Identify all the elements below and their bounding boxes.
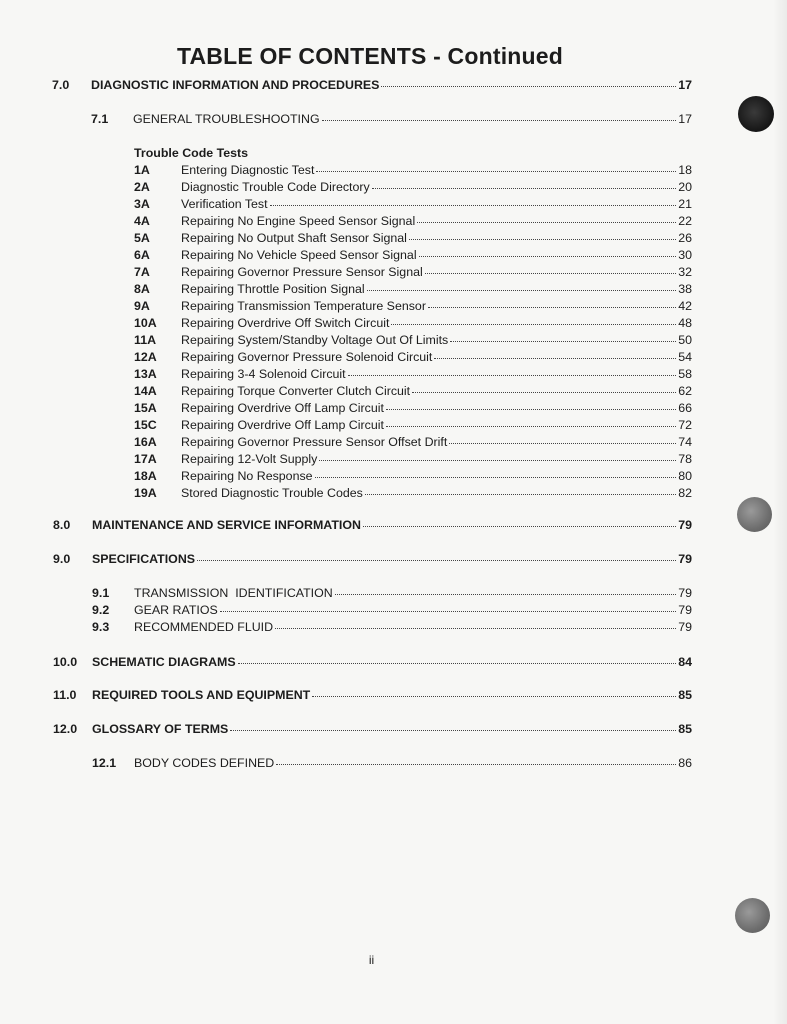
page-ref: 38 [678, 282, 692, 296]
code-number: 16A [134, 435, 157, 449]
section-number: 12.1 [92, 756, 117, 770]
dot-leader [450, 331, 676, 342]
code-title: Repairing No Vehicle Speed Sensor Signal [181, 248, 417, 262]
dot-leader [230, 720, 676, 731]
page-ref: 74 [678, 435, 692, 449]
page-ref: 85 [678, 722, 692, 736]
code-title: Verification Test [181, 197, 268, 211]
dot-leader [409, 229, 676, 240]
section-number: 12.0 [53, 722, 78, 736]
punch-hole-bottom [735, 898, 770, 933]
section-number: 8.0 [53, 518, 71, 532]
code-number: 8A [134, 282, 150, 296]
page-ref: 58 [678, 367, 692, 381]
page-ref: 72 [678, 418, 692, 432]
page-ref: 85 [678, 688, 692, 702]
section-title: RECOMMENDED FLUID [134, 620, 274, 634]
section-title: GEAR RATIOS [134, 603, 218, 617]
toc-entry-7-1[interactable] [91, 112, 692, 126]
dot-leader [386, 399, 676, 410]
code-title: Repairing Governor Pressure Sensor Offset Drift [181, 435, 448, 449]
code-title: Repairing No Engine Speed Sensor Signal [181, 214, 416, 228]
page-edge-shadow [773, 0, 787, 1024]
code-title: Repairing No Response [181, 469, 313, 483]
page-ref: 18 [678, 163, 692, 177]
dot-leader [315, 467, 677, 478]
page-ref: 84 [678, 655, 692, 669]
code-number: 3A [134, 197, 150, 211]
dot-leader [197, 550, 676, 561]
toc-code-entry[interactable] [134, 163, 692, 177]
dot-leader [381, 76, 676, 87]
page-ref: 78 [678, 452, 692, 466]
code-number: 5A [134, 231, 150, 245]
toc-code-entry[interactable] [134, 299, 692, 313]
section-number: 11.0 [53, 688, 77, 702]
dot-leader [419, 246, 677, 257]
section-title: REQUIRED TOOLS AND EQUIPMENT [92, 688, 311, 702]
toc-code-entry[interactable] [134, 180, 692, 194]
code-number: 11A [134, 333, 157, 347]
toc-entry-9-2[interactable] [92, 603, 692, 617]
code-number: 12A [134, 350, 157, 364]
page-number: ii [368, 953, 375, 967]
code-number: 6A [134, 248, 150, 262]
page-ref: 79 [678, 586, 692, 600]
section-number: 9.0 [53, 552, 71, 566]
toc-entry-9-3[interactable] [92, 620, 692, 634]
page-ref: 66 [678, 401, 692, 415]
code-number: 18A [134, 469, 157, 483]
toc-entry-11-0[interactable] [53, 688, 692, 702]
dot-leader [312, 686, 676, 697]
code-title: Repairing No Output Shaft Sensor Signal [181, 231, 407, 245]
dot-leader [391, 314, 676, 325]
dot-leader [365, 484, 676, 495]
code-number: 10A [134, 316, 157, 330]
section-title: SPECIFICATIONS [92, 552, 196, 566]
code-title: Repairing 12-Volt Supply [181, 452, 318, 466]
toc-entry-9-0[interactable] [53, 552, 692, 566]
trouble-code-tests-heading: Trouble Code Tests [134, 146, 249, 160]
toc-code-entry[interactable] [134, 435, 692, 449]
dot-leader [363, 516, 676, 527]
dot-leader [425, 263, 676, 274]
dot-leader [319, 450, 676, 461]
dot-leader [322, 110, 677, 121]
section-title: DIAGNOSTIC INFORMATION AND PROCEDURES [91, 78, 380, 92]
code-title: Repairing Throttle Position Signal [181, 282, 365, 296]
dot-leader [367, 280, 677, 291]
section-title: GENERAL TROUBLESHOOTING [133, 112, 320, 126]
toc-code-entry[interactable] [134, 350, 692, 364]
section-number: 7.0 [52, 78, 70, 92]
toc-entry-7-0[interactable] [52, 78, 692, 92]
toc-code-entry[interactable] [134, 333, 692, 347]
code-title: Repairing Governor Pressure Sensor Signal [181, 265, 423, 279]
code-title: Repairing Overdrive Off Lamp Circuit [181, 401, 384, 415]
code-number: 2A [134, 180, 150, 194]
toc-code-entry[interactable] [134, 316, 692, 330]
page-ref: 79 [678, 603, 692, 617]
page-ref: 32 [678, 265, 692, 279]
section-number: 9.3 [92, 620, 110, 634]
section-title: MAINTENANCE AND SERVICE INFORMATION [92, 518, 361, 532]
code-title: Repairing Governor Pressure Solenoid Circuit [181, 350, 433, 364]
dot-leader [417, 212, 676, 223]
page-ref: 86 [678, 756, 692, 770]
section-number: 9.2 [92, 603, 110, 617]
code-number: 15C [134, 418, 157, 432]
toc-code-entry[interactable] [134, 231, 692, 245]
dot-leader [372, 178, 677, 189]
code-title: Repairing Transmission Temperature Sensor [181, 299, 426, 313]
dot-leader [316, 161, 676, 172]
section-number: 9.1 [92, 586, 110, 600]
page-ref: 26 [678, 231, 692, 245]
page-ref: 17 [678, 78, 692, 92]
page-ref: 79 [678, 620, 692, 634]
dot-leader [270, 195, 677, 206]
page-ref: 82 [678, 486, 692, 500]
dot-leader [220, 601, 676, 612]
page-ref: 42 [678, 299, 692, 313]
toc-entry-9-1[interactable] [92, 586, 692, 600]
dot-leader [238, 653, 677, 664]
code-title: Repairing Overdrive Off Switch Circuit [181, 316, 390, 330]
code-number: 19A [134, 486, 157, 500]
page-ref: 79 [678, 518, 692, 532]
toc-code-entry[interactable] [134, 367, 692, 381]
code-title: Repairing System/Standby Voltage Out Of Limits [181, 333, 449, 347]
code-number: 15A [134, 401, 157, 415]
code-title: Entering Diagnostic Test [181, 163, 315, 177]
punch-hole-top [738, 96, 774, 132]
toc-code-entry[interactable] [134, 265, 692, 279]
code-title: Stored Diagnostic Trouble Codes [181, 486, 363, 500]
code-number: 17A [134, 452, 157, 466]
toc-code-entry[interactable] [134, 401, 692, 415]
dot-leader [449, 433, 676, 444]
toc-entry-10-0[interactable] [53, 655, 692, 669]
toc-code-entry[interactable] [134, 486, 692, 500]
toc-code-entry[interactable] [134, 282, 692, 296]
page-ref: 21 [678, 197, 692, 211]
dot-leader [275, 618, 676, 629]
page-ref: 62 [678, 384, 692, 398]
toc-code-entry[interactable] [134, 214, 692, 228]
toc-code-entry[interactable] [134, 469, 692, 483]
page-ref: 79 [678, 552, 692, 566]
code-number: 9A [134, 299, 150, 313]
toc-entry-12-1[interactable] [92, 756, 692, 770]
toc-code-entry[interactable] [134, 384, 692, 398]
code-number: 13A [134, 367, 157, 381]
punch-hole-middle [737, 497, 772, 532]
section-title: BODY CODES DEFINED [134, 756, 275, 770]
dot-leader [335, 584, 676, 595]
toc-code-entry[interactable] [134, 452, 692, 466]
code-number: 14A [134, 384, 157, 398]
toc-code-entry[interactable] [134, 418, 692, 432]
toc-code-entry[interactable] [134, 197, 692, 211]
code-number: 7A [134, 265, 150, 279]
dot-leader [276, 754, 676, 765]
dot-leader [428, 297, 676, 308]
dot-leader [434, 348, 676, 359]
dot-leader [348, 365, 677, 376]
page-ref: 80 [678, 469, 692, 483]
toc-code-entry[interactable] [134, 248, 692, 262]
dot-leader [412, 382, 676, 393]
code-title: Diagnostic Trouble Code Directory [181, 180, 370, 194]
section-title: TRANSMISSION IDENTIFICATION [134, 586, 333, 600]
page-ref: 48 [678, 316, 692, 330]
page-ref: 22 [678, 214, 692, 228]
dot-leader [386, 416, 676, 427]
code-title: Repairing 3-4 Solenoid Circuit [181, 367, 346, 381]
code-title: Repairing Torque Converter Clutch Circuit [181, 384, 411, 398]
toc-entry-12-0[interactable] [53, 722, 692, 736]
section-title: SCHEMATIC DIAGRAMS [92, 655, 236, 669]
toc-entry-8-0[interactable] [53, 518, 692, 532]
page-ref: 30 [678, 248, 692, 262]
section-title: GLOSSARY OF TERMS [92, 722, 229, 736]
section-number: 7.1 [91, 112, 109, 126]
page-ref: 17 [678, 112, 692, 126]
code-title: Repairing Overdrive Off Lamp Circuit [181, 418, 384, 432]
page-ref: 50 [678, 333, 692, 347]
page-ref: 20 [678, 180, 692, 194]
page-ref: 54 [678, 350, 692, 364]
page-title: TABLE OF CONTENTS - Continued [176, 43, 564, 70]
section-number: 10.0 [53, 655, 78, 669]
code-number: 4A [134, 214, 150, 228]
code-number: 1A [134, 163, 150, 177]
